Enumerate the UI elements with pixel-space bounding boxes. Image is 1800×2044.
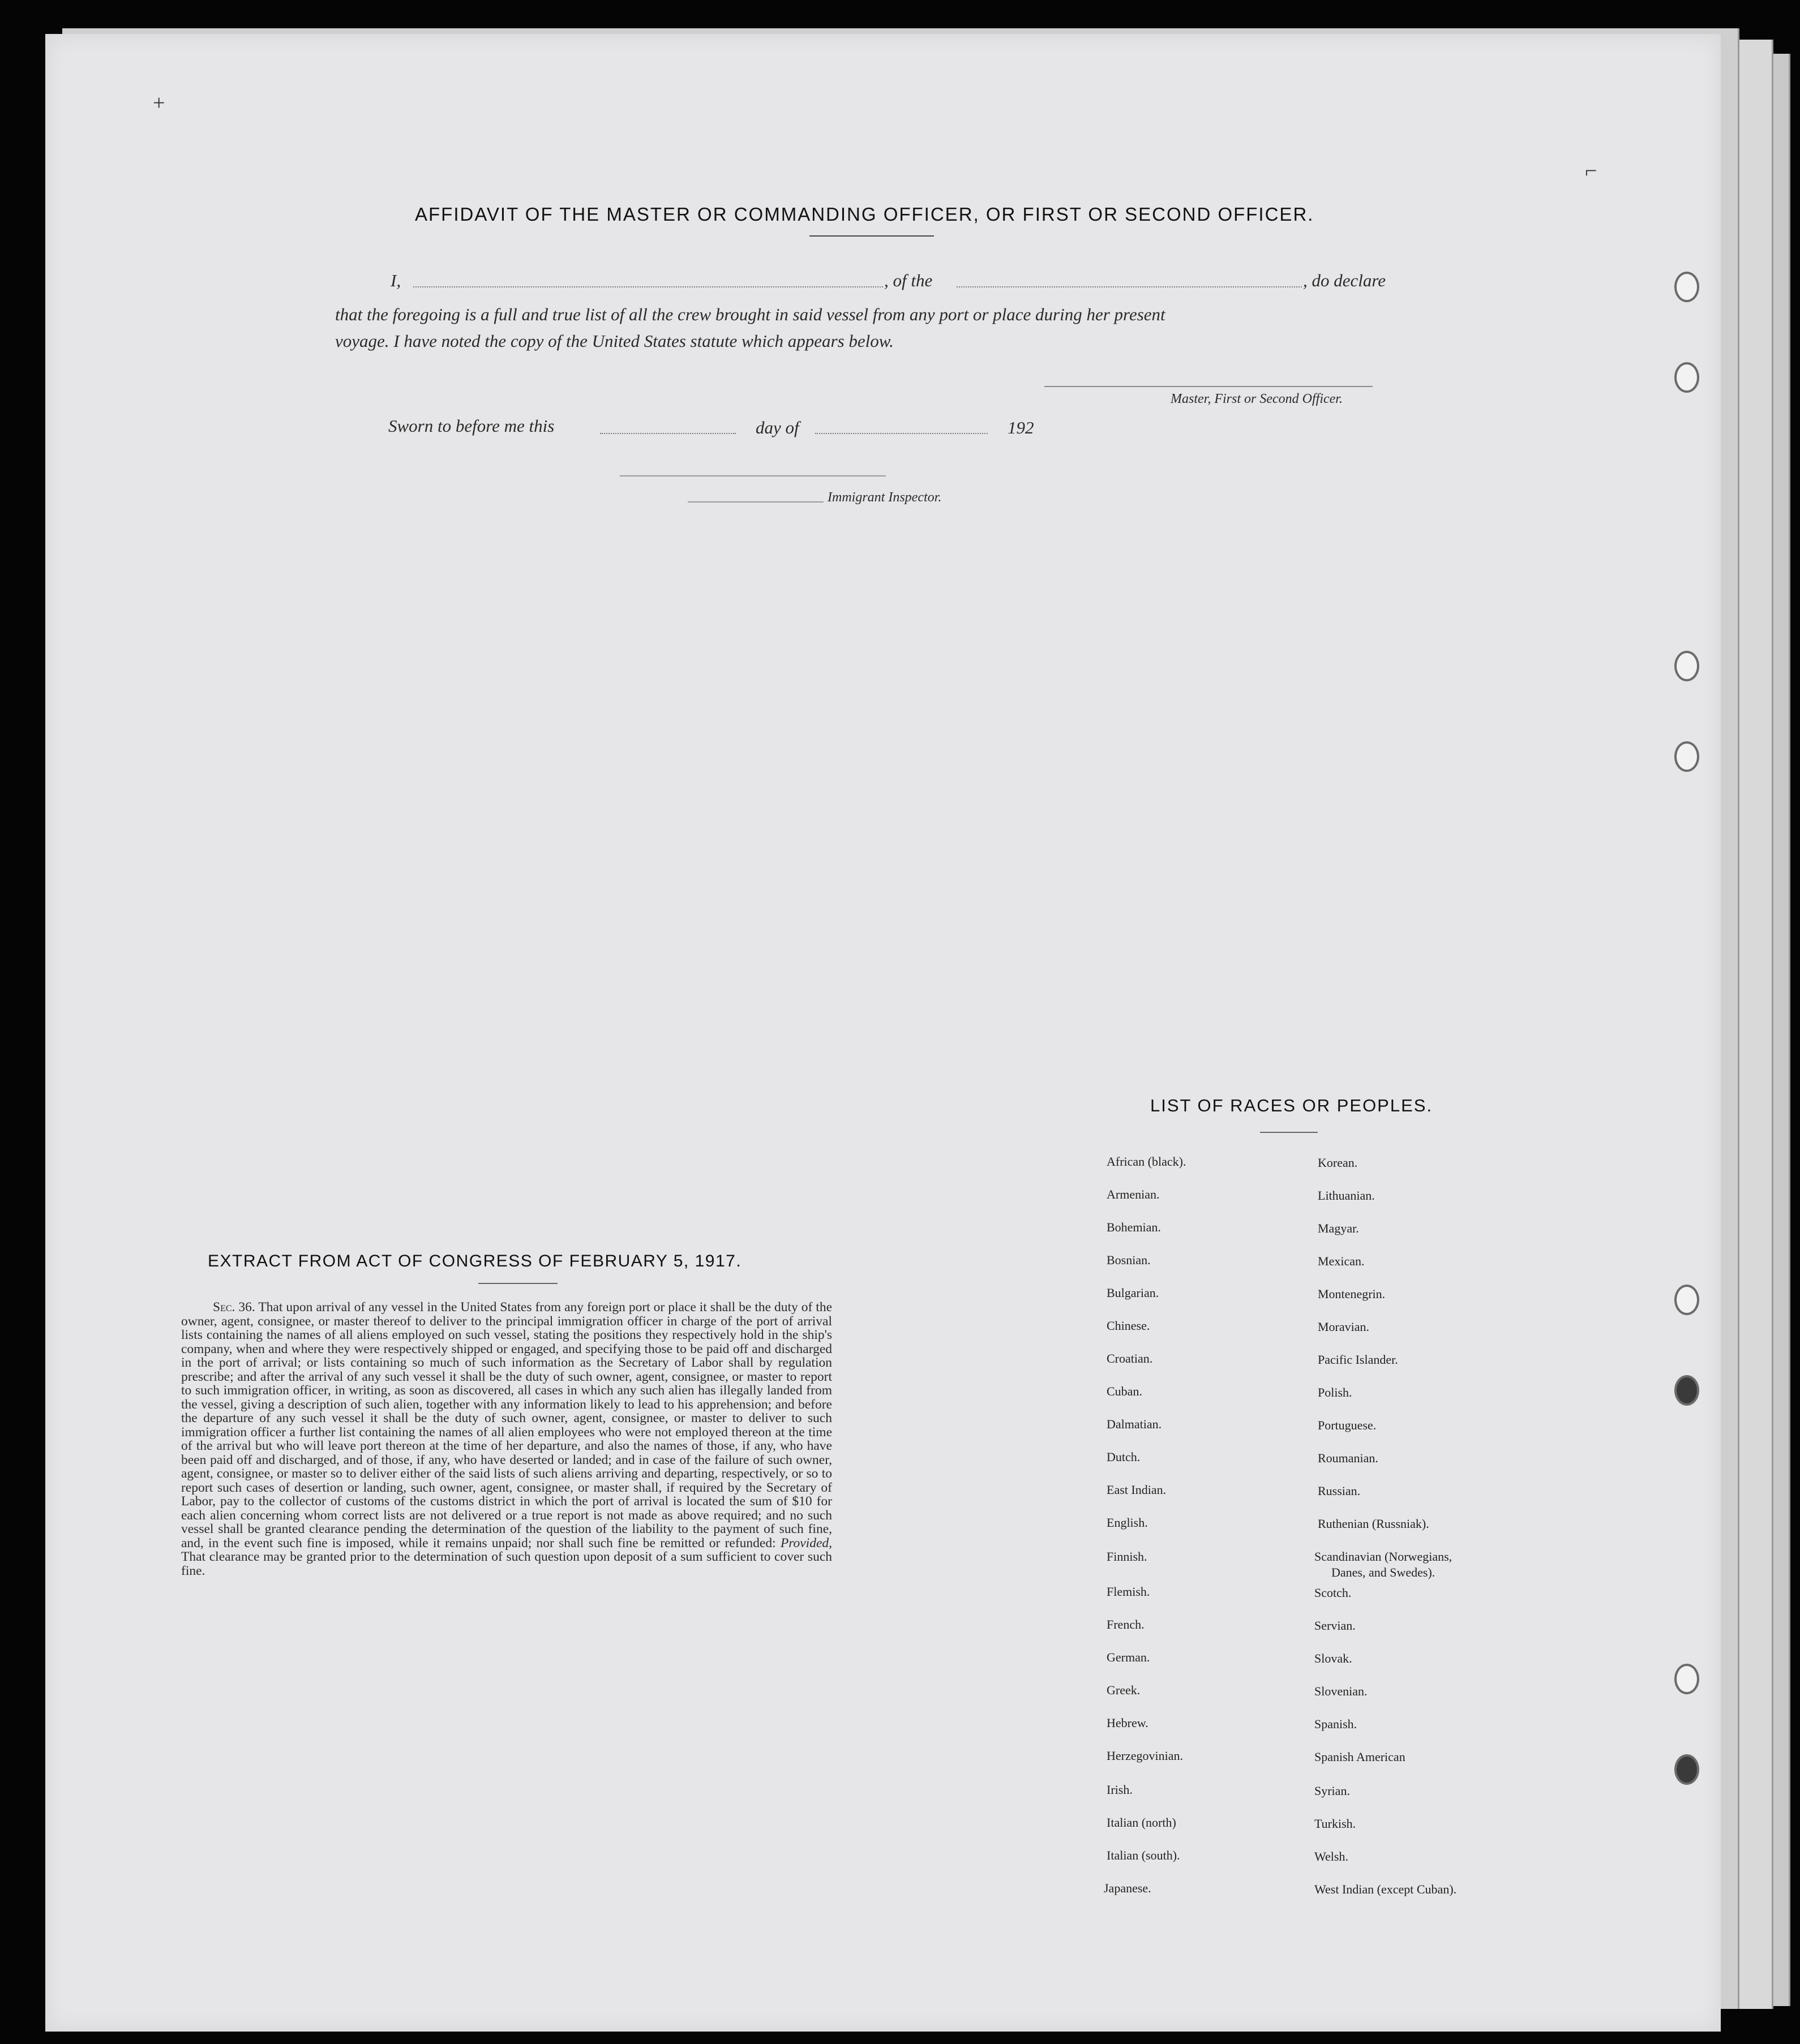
race-item: Slovenian. xyxy=(1314,1684,1368,1698)
inspector-line-1[interactable] xyxy=(620,475,886,476)
race-item: Magyar. xyxy=(1318,1221,1359,1235)
race-item: Irish. xyxy=(1107,1783,1133,1797)
title-rule xyxy=(809,235,934,237)
race-item: Portuguese. xyxy=(1318,1418,1377,1432)
race-item: Finnish. xyxy=(1107,1549,1147,1564)
race-item: Slovak. xyxy=(1314,1651,1352,1665)
race-item: Croatian. xyxy=(1107,1351,1153,1365)
race-item: Turkish. xyxy=(1314,1817,1356,1831)
race-item: Syrian. xyxy=(1314,1784,1350,1798)
binder-hole xyxy=(1674,1664,1699,1694)
year-prefix: 192 xyxy=(1008,418,1034,437)
race-item: French. xyxy=(1107,1617,1145,1631)
race-item: Bulgarian. xyxy=(1107,1286,1159,1300)
race-item: Montenegrin. xyxy=(1318,1287,1386,1301)
race-item: Dalmatian. xyxy=(1107,1417,1162,1431)
race-item: Italian (south). xyxy=(1107,1848,1180,1862)
binder-hole xyxy=(1674,741,1699,772)
margin-mark: + xyxy=(153,91,165,115)
race-item: German. xyxy=(1107,1650,1150,1664)
binder-hole xyxy=(1674,1375,1699,1406)
race-item: Bohemian. xyxy=(1107,1220,1161,1234)
vessel-field[interactable] xyxy=(957,286,1302,287)
race-item: English. xyxy=(1107,1515,1148,1530)
race-item: Hebrew. xyxy=(1107,1716,1148,1730)
margin-mark: ⌐ xyxy=(1585,159,1597,183)
extract-title: EXTRACT FROM ACT OF CONGRESS OF FEBRUARY 5, 1917. xyxy=(208,1252,742,1270)
act-body-part2: That clearance may be granted prior to the determination of such question upon deposit of a sum sufficient to cover such fine. xyxy=(181,1549,832,1578)
name-field[interactable] xyxy=(413,286,883,287)
race-item: Armenian. xyxy=(1107,1187,1160,1201)
race-item: Welsh. xyxy=(1314,1849,1348,1863)
provided-label: Provided, xyxy=(780,1535,833,1551)
race-item: West Indian (except Cuban). xyxy=(1314,1882,1457,1896)
race-item: Scandinavian (Norwegians, xyxy=(1314,1549,1452,1564)
race-item: Ruthenian (Russniak). xyxy=(1318,1517,1429,1531)
officer-caption: Master, First or Second Officer. xyxy=(1171,392,1343,406)
race-item: Spanish. xyxy=(1314,1717,1357,1731)
race-item: Chinese. xyxy=(1107,1319,1150,1333)
act-of-congress-text xyxy=(181,1300,832,1578)
sworn-month-field[interactable] xyxy=(815,433,988,434)
race-item: Flemish. xyxy=(1107,1584,1150,1599)
day-of-text: day of xyxy=(756,418,799,437)
extract-rule xyxy=(478,1283,558,1284)
race-item: East Indian. xyxy=(1107,1483,1167,1497)
race-item: Herzegovinian. xyxy=(1107,1749,1183,1763)
affidavit-of-the: , of the xyxy=(884,270,933,290)
race-item: Korean. xyxy=(1318,1156,1358,1170)
race-item: Pacific Islander. xyxy=(1318,1352,1398,1367)
inspector-line-2[interactable] xyxy=(688,501,824,503)
race-item: Lithuanian. xyxy=(1318,1188,1375,1203)
sworn-text: Sworn to before me this xyxy=(388,416,555,436)
affidavit-title: AFFIDAVIT OF THE MASTER OR COMMANDING OFFICER, OR FIRST OR SECOND OFFICER. xyxy=(415,204,1314,225)
affidavit-line3: voyage. I have noted the copy of the United States statute which appears below. xyxy=(335,331,894,351)
race-item: Moravian. xyxy=(1318,1320,1370,1334)
race-item: Spanish American xyxy=(1314,1750,1405,1764)
race-item: Japanese. xyxy=(1104,1881,1151,1895)
affidavit-line2: that the foregoing is a full and true list of all the crew brought in said vessel from any port or place during her present xyxy=(335,304,1165,324)
race-item: Roumanian. xyxy=(1318,1451,1378,1465)
binder-hole xyxy=(1674,272,1699,302)
section-label: Sec. 36. xyxy=(213,1300,255,1315)
race-item: Scotch. xyxy=(1314,1586,1352,1600)
race-item: Servian. xyxy=(1314,1618,1356,1633)
race-item: Russian. xyxy=(1318,1484,1361,1498)
affidavit-declare: , do declare xyxy=(1303,270,1386,290)
race-item: Danes, and Swedes). xyxy=(1331,1565,1435,1579)
race-item: Italian (north) xyxy=(1107,1815,1176,1830)
race-item: Dutch. xyxy=(1107,1450,1141,1464)
act-body-part1: That upon arrival of any vessel in the United States from any foreign port or place it shall be the duty of the owner, agent, consignee, or master thereof to deliver to the principal immigration officer in charge of the port of arrival lists containing the names of all aliens employed on such vessel, stating the positions they respectively hold in the ship's company, when and where they were respectively shipped or engaged, and specifying those to be paid off and discharged in the port of arrival; or lists containing so much of such information as the Secretary of Labor shall by regulation prescribe; and after the arrival of any such vessel it shall be the duty of such owner, agent, consignee, or master to report to such immigration officer, in writing, as soon as discovered, all cases in which any such alien has illegally landed from the vessel, giving a description of such alien, together with any information likely to lead to his apprehension; and before the departure of any such vessel it shall be the duty of such owner, agent, consignee, or master to deliver to such immigration officer a further list containing the names of all alien employees who were not employed thereon at the time of the arrival but who will leave port thereon at the time of her departure, and also the names of those, if any, who have been paid off and discharged, and of those, if any, who have deserted or landed; and in case of the failure of such owner, agent, consignee, or master so to deliver either of the said lists of such aliens arriving and departing, respectively, or so to report such cases of desertion or landing, such owner, agent, consignee, or master shall, if required by the Secretary of Labor, pay to the collector of customs of the customs district in which the port of arrival is located the sum of $10 for each alien concerning whom correct lists are not delivered or a true report is not made as above required; and no such vessel shall be granted clearance pending the determination of the question of the liability to the payment of such fine, and, in the event such fine is imposed, while it remains unpaid; nor shall such fine be remitted or refunded: xyxy=(181,1300,833,1551)
inspector-caption: Immigrant Inspector. xyxy=(828,490,942,505)
race-item: Greek. xyxy=(1107,1683,1141,1697)
binder-hole xyxy=(1674,1285,1699,1315)
binder-hole xyxy=(1674,362,1699,393)
officer-signature-field[interactable] xyxy=(1044,386,1373,387)
race-item: Mexican. xyxy=(1318,1254,1365,1268)
race-item: Cuban. xyxy=(1107,1384,1142,1398)
sworn-day-field[interactable] xyxy=(600,433,736,434)
race-item: Polish. xyxy=(1318,1385,1352,1399)
race-item: Bosnian. xyxy=(1107,1253,1151,1267)
races-title: LIST OF RACES OR PEOPLES. xyxy=(1150,1096,1433,1115)
races-rule xyxy=(1260,1132,1318,1133)
race-item: African (black). xyxy=(1107,1154,1186,1169)
binder-hole xyxy=(1674,1754,1699,1785)
affidavit-prefix: I, xyxy=(391,270,401,290)
binder-hole xyxy=(1674,651,1699,681)
